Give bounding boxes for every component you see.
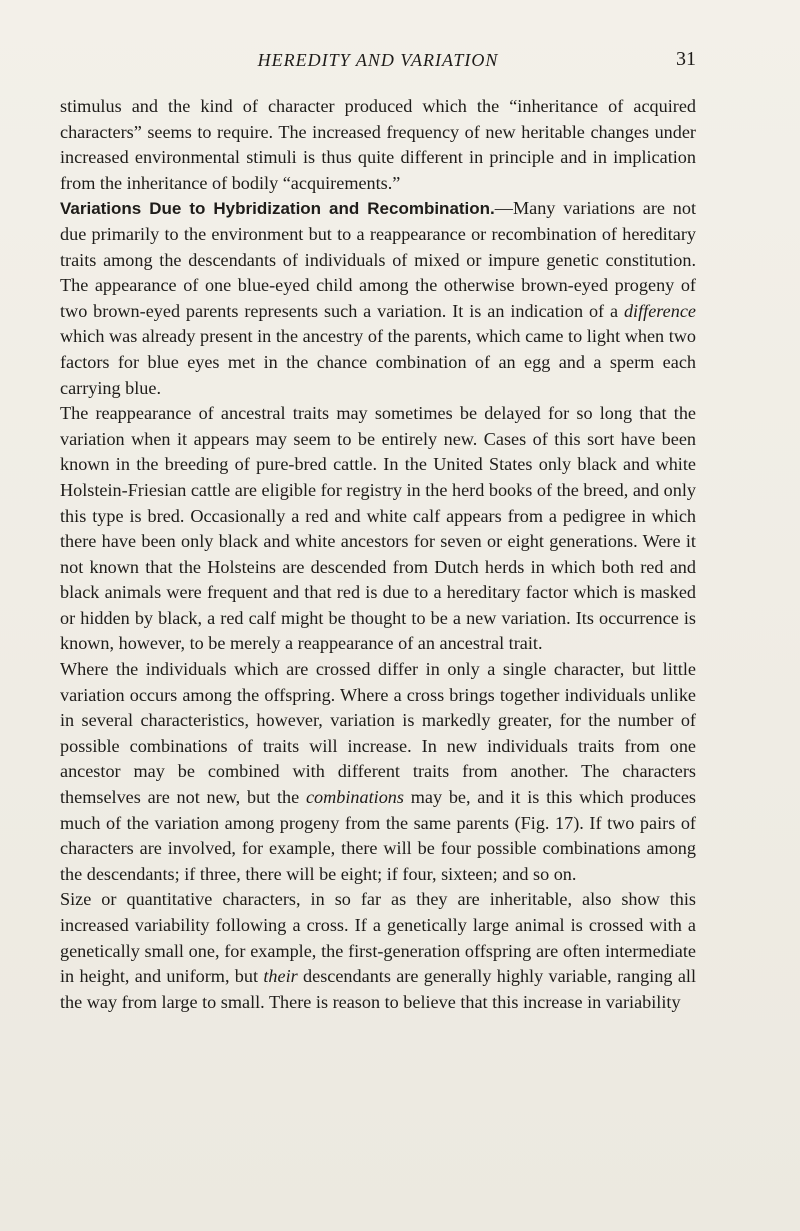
- paragraph-2-text-a: —Many variations are not due primarily to the environment but to a reappearance or recombination of hereditary traits among the descendants of individuals of mixed or impure genetic constitution. The appearance of one blue-eyed child among the otherwise brown-eyed progeny of two brown-eyed parents represents such a variation. It is an indication of a: [60, 198, 697, 321]
- paragraph-1: [60, 94, 696, 196]
- body-text: [60, 94, 696, 1015]
- running-head: [60, 48, 696, 76]
- paragraph-5: [60, 887, 696, 1015]
- section-heading: Variations Due to Hybridization and Recombination.: [60, 199, 495, 219]
- paragraph-5-text-b: descendants are generally highly variable, ranging all the way from large to small. There is reason to believe that this increase in variability: [60, 966, 696, 1012]
- paragraph-2-text-b: which was already present in the ancestry of the parents, which came to light when two factors for blue eyes met in the chance combination of an egg and a sperm each carrying blue.: [60, 326, 696, 398]
- paragraph-2-emphasis: difference: [623, 300, 696, 321]
- paragraph-4: [60, 657, 696, 887]
- paragraph-3-text: The reappearance of ancestral traits may sometimes be delayed for so long that the variation when it appears may seem to be entirely new. Cases of this sort have been known in the breeding of pure-bred cattle. In the United States only black and white Holstein-Friesian cattle are eligible for registry in the herd books of the breed, and only this type is bred. Occasionally a red and white calf appears from a pedigree in which there have been only black and white ancestors for seven or eight generations. Were it not known that the Holsteins are descended from Dutch herds in which both red and black animals were frequent and that red is due to a hereditary factor which is masked or hidden by black, a red calf might be thought to be a new variation. Its occurrence is known, however, to be merely a reappearance of an ancestral trait.: [60, 403, 696, 654]
- paragraph-1-text: stimulus and the kind of character produced which the “inheritance of acquired characters” seems to require. The increased frequency of new heritable changes under increased environmental stimuli is thus quite different in principle and in implication from the inheritance of bodily “acquirements.”: [60, 96, 696, 193]
- paragraph-3: [60, 401, 696, 657]
- running-title: HEREDITY AND VARIATION: [257, 50, 499, 70]
- paragraph-4-text-a: Where the individuals which are crossed differ in only a single character, but little variation occurs among the offspring. Where a cross brings together individuals unlike in several characteristics, however, variation is markedly greater, for the number of possible combinations of traits will increase. In new individuals traits from one ancestor may be combined with different traits from another. The characters themselves are not new, but the: [60, 659, 696, 808]
- paragraph-5-text-a: Size or quantitative characters, in so far as they are inheritable, also show this increased variability following a cross. If a genetically large animal is crossed with a genetically small one, for example, the first-generation offspring are often intermediate in height, and uniform, but: [60, 889, 696, 987]
- paragraph-5-emphasis: their: [263, 966, 298, 987]
- paragraph-2: [60, 196, 696, 401]
- paragraph-4-text-b: may be, and it is this which produces much of the variation among progeny from the same parents (Fig. 17). If two pairs of characters are involved, for example, there will be four possible combinations among the descendants; if three, there will be eight; if four, sixteen; and so on.: [60, 787, 696, 884]
- paragraph-4-emphasis: combinations: [305, 787, 404, 808]
- page-number: 31: [676, 48, 696, 70]
